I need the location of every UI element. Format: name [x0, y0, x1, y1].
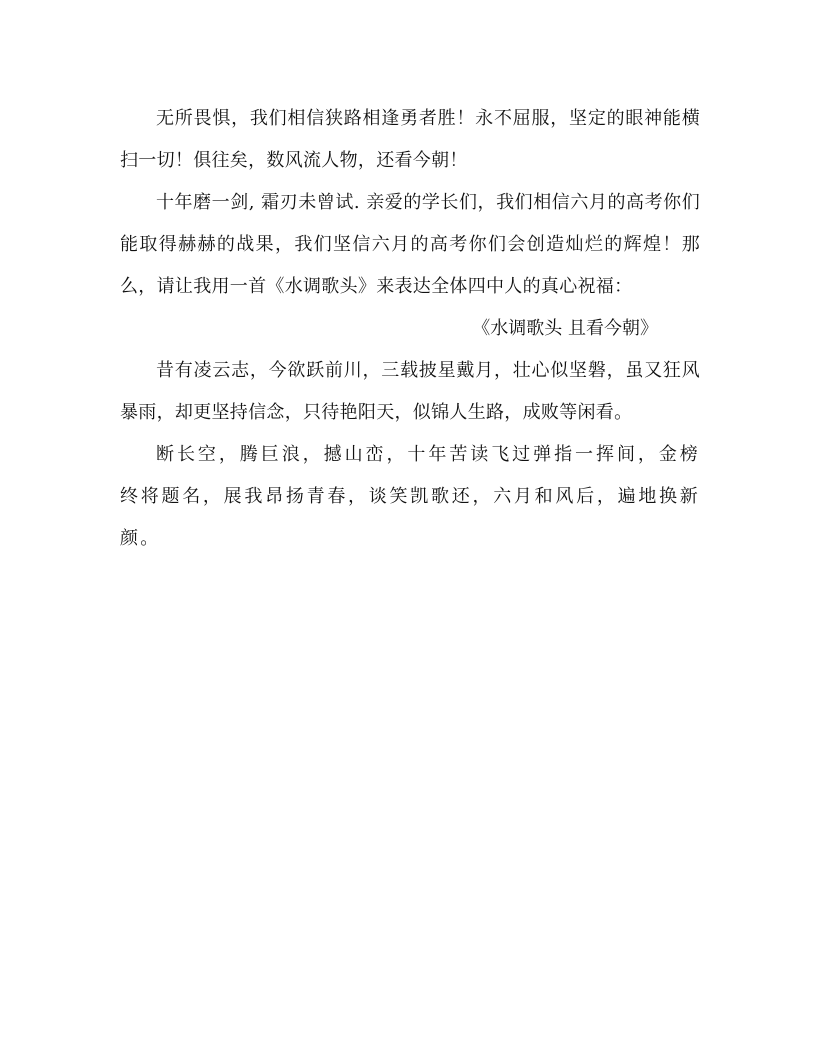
paragraph-blessing-intro: 十年磨一剑, 霜刃未曾试. 亲爱的学长们，我们相信六月的高考你们能取得赫赫的战果，我们坚信六月的高考你们会创造灿烂的辉煌！那么，请让我用一首《水调歌头》来表达全体四中人的真心祝福：: [120, 192, 700, 297]
poem-title: 《水调歌头 且看今朝》: [472, 318, 658, 339]
document-body: [120, 98, 700, 560]
paragraph-courage: 无所畏惧，我们相信狭路相逢勇者胜！永不屈服，坚定的眼神能横扫一切！俱往矣，数风流人物，还看今朝！: [120, 108, 700, 171]
poem-stanza-1: 昔有凌云志，今欲跃前川，三载披星戴月，壮心似坚磐，虽又狂风暴雨，却更坚持信念，只待艳阳天，似锦人生路，成败等闲看。: [120, 360, 700, 423]
poem-stanza-2: 断长空，腾巨浪，撼山峦，十年苦读飞过弹指一挥间，金榜终将题名，展我昂扬青春，谈笑凯歌还，六月和风后，遍地换新颜。: [120, 444, 700, 549]
